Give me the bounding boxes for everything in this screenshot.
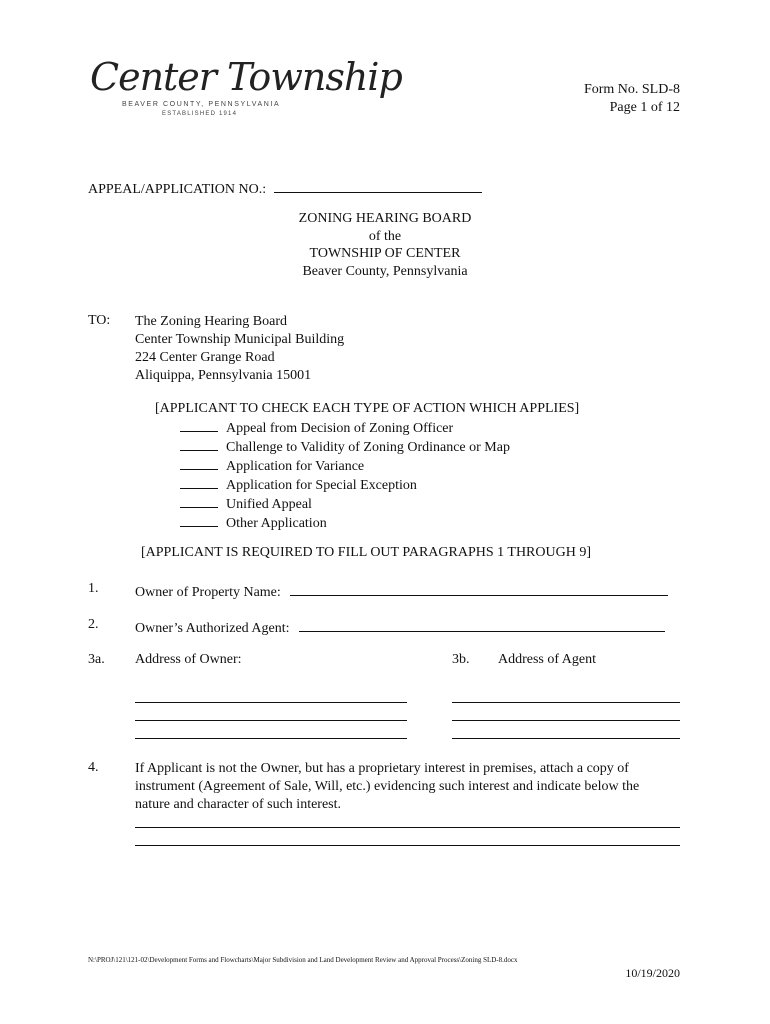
- recipient-line-1: The Zoning Hearing Board: [135, 314, 288, 329]
- footer-file-path: N:\PROJ\121\121-02\Development Forms and Flowcharts\Major Subdivision and Land Development Review and Approval Process\Zoning SLD-8.docx: [88, 956, 518, 964]
- action-check-blank[interactable]: [180, 476, 218, 489]
- recipient-address: [135, 313, 344, 385]
- heading-line-3: TOWNSHIP OF CENTER: [309, 246, 461, 261]
- item-4-text: [135, 760, 639, 814]
- item-4-line-3: nature and character of such interest.: [135, 797, 342, 812]
- item-3b-number: 3b.: [452, 652, 470, 667]
- item-1-row: [135, 581, 668, 601]
- owner-address-line-2[interactable]: [135, 720, 407, 721]
- check-instruction: [APPLICANT TO CHECK EACH TYPE OF ACTION WHICH APPLIES]: [155, 401, 580, 416]
- logo-location: BEAVER COUNTY, PENNSYLVANIA: [122, 101, 281, 108]
- item-3a-number: 3a.: [88, 652, 105, 667]
- action-item: [180, 457, 510, 476]
- form-info: [584, 81, 680, 117]
- action-label: Appeal from Decision of Zoning Officer: [226, 421, 454, 436]
- action-check-blank[interactable]: [180, 495, 218, 508]
- action-label: Application for Special Exception: [226, 477, 417, 493]
- item-2-number: 2.: [88, 617, 99, 632]
- item-4-line-2: instrument (Agreement of Sale, Will, etc.) evidencing such interest and indicate below the: [135, 779, 640, 794]
- owner-name-field[interactable]: [290, 581, 668, 596]
- item-1-number: 1.: [88, 581, 99, 596]
- action-item: [180, 495, 510, 514]
- agent-name-field[interactable]: [299, 617, 665, 632]
- item-2-row: [135, 617, 665, 637]
- agent-name-label: Owner’s Authorized Agent:: [135, 621, 290, 636]
- to-label: TO:: [88, 313, 111, 328]
- item-4-number: 4.: [88, 760, 99, 775]
- page-number: Page 1 of 12: [609, 100, 680, 115]
- action-check-blank[interactable]: [180, 514, 218, 527]
- action-check-blank[interactable]: [180, 419, 218, 432]
- board-heading: [0, 210, 770, 280]
- agent-address-label: Address of Agent: [498, 652, 596, 667]
- heading-line-2: of the: [368, 228, 402, 244]
- appeal-number-field[interactable]: [274, 178, 482, 193]
- form-number: Form No. SLD-8: [583, 82, 680, 97]
- recipient-line-3: 224 Center Grange Road: [135, 350, 275, 365]
- action-item: [180, 438, 510, 457]
- logo-name: Center Township: [90, 55, 402, 99]
- action-item: [180, 419, 510, 438]
- owner-address-line-3[interactable]: [135, 738, 407, 739]
- action-label: Challenge to Validity of Zoning Ordinance or Map: [226, 439, 510, 455]
- action-label: Unified Appeal: [226, 496, 312, 512]
- appeal-number-label: APPEAL/APPLICATION NO.:: [88, 182, 267, 197]
- interest-line-2[interactable]: [135, 845, 680, 846]
- action-check-blank[interactable]: [180, 438, 218, 451]
- agent-address-line-1[interactable]: [452, 702, 680, 703]
- heading-line-1: ZONING HEARING BOARD: [298, 211, 472, 226]
- action-label: Other Application: [226, 515, 327, 531]
- recipient-line-4: Aliquippa, Pennsylvania 15001: [135, 368, 312, 383]
- heading-line-4: Beaver County, Pennsylvania: [302, 263, 468, 279]
- township-logo: [90, 55, 402, 99]
- agent-address-line-3[interactable]: [452, 738, 680, 739]
- action-label: Application for Variance: [226, 458, 365, 474]
- owner-address-label: Address of Owner:: [135, 652, 242, 667]
- logo-established: ESTABLISHED 1914: [162, 111, 238, 117]
- action-checklist: [180, 419, 510, 532]
- owner-name-label: Owner of Property Name:: [135, 585, 281, 600]
- agent-address-line-2[interactable]: [452, 720, 680, 721]
- footer-date: 10/19/2020: [625, 966, 680, 980]
- owner-address-line-1[interactable]: [135, 702, 407, 703]
- appeal-number-row: [88, 178, 482, 198]
- fill-instruction: [APPLICANT IS REQUIRED TO FILL OUT PARAGRAPHS 1 THROUGH 9]: [141, 545, 591, 560]
- recipient-line-2: Center Township Municipal Building: [135, 332, 345, 347]
- item-4-line-1: If Applicant is not the Owner, but has a proprietary interest in premises, attach a copy of: [135, 761, 629, 776]
- action-item: [180, 514, 510, 533]
- action-item: [180, 476, 510, 495]
- interest-line-1[interactable]: [135, 827, 680, 828]
- action-check-blank[interactable]: [180, 457, 218, 470]
